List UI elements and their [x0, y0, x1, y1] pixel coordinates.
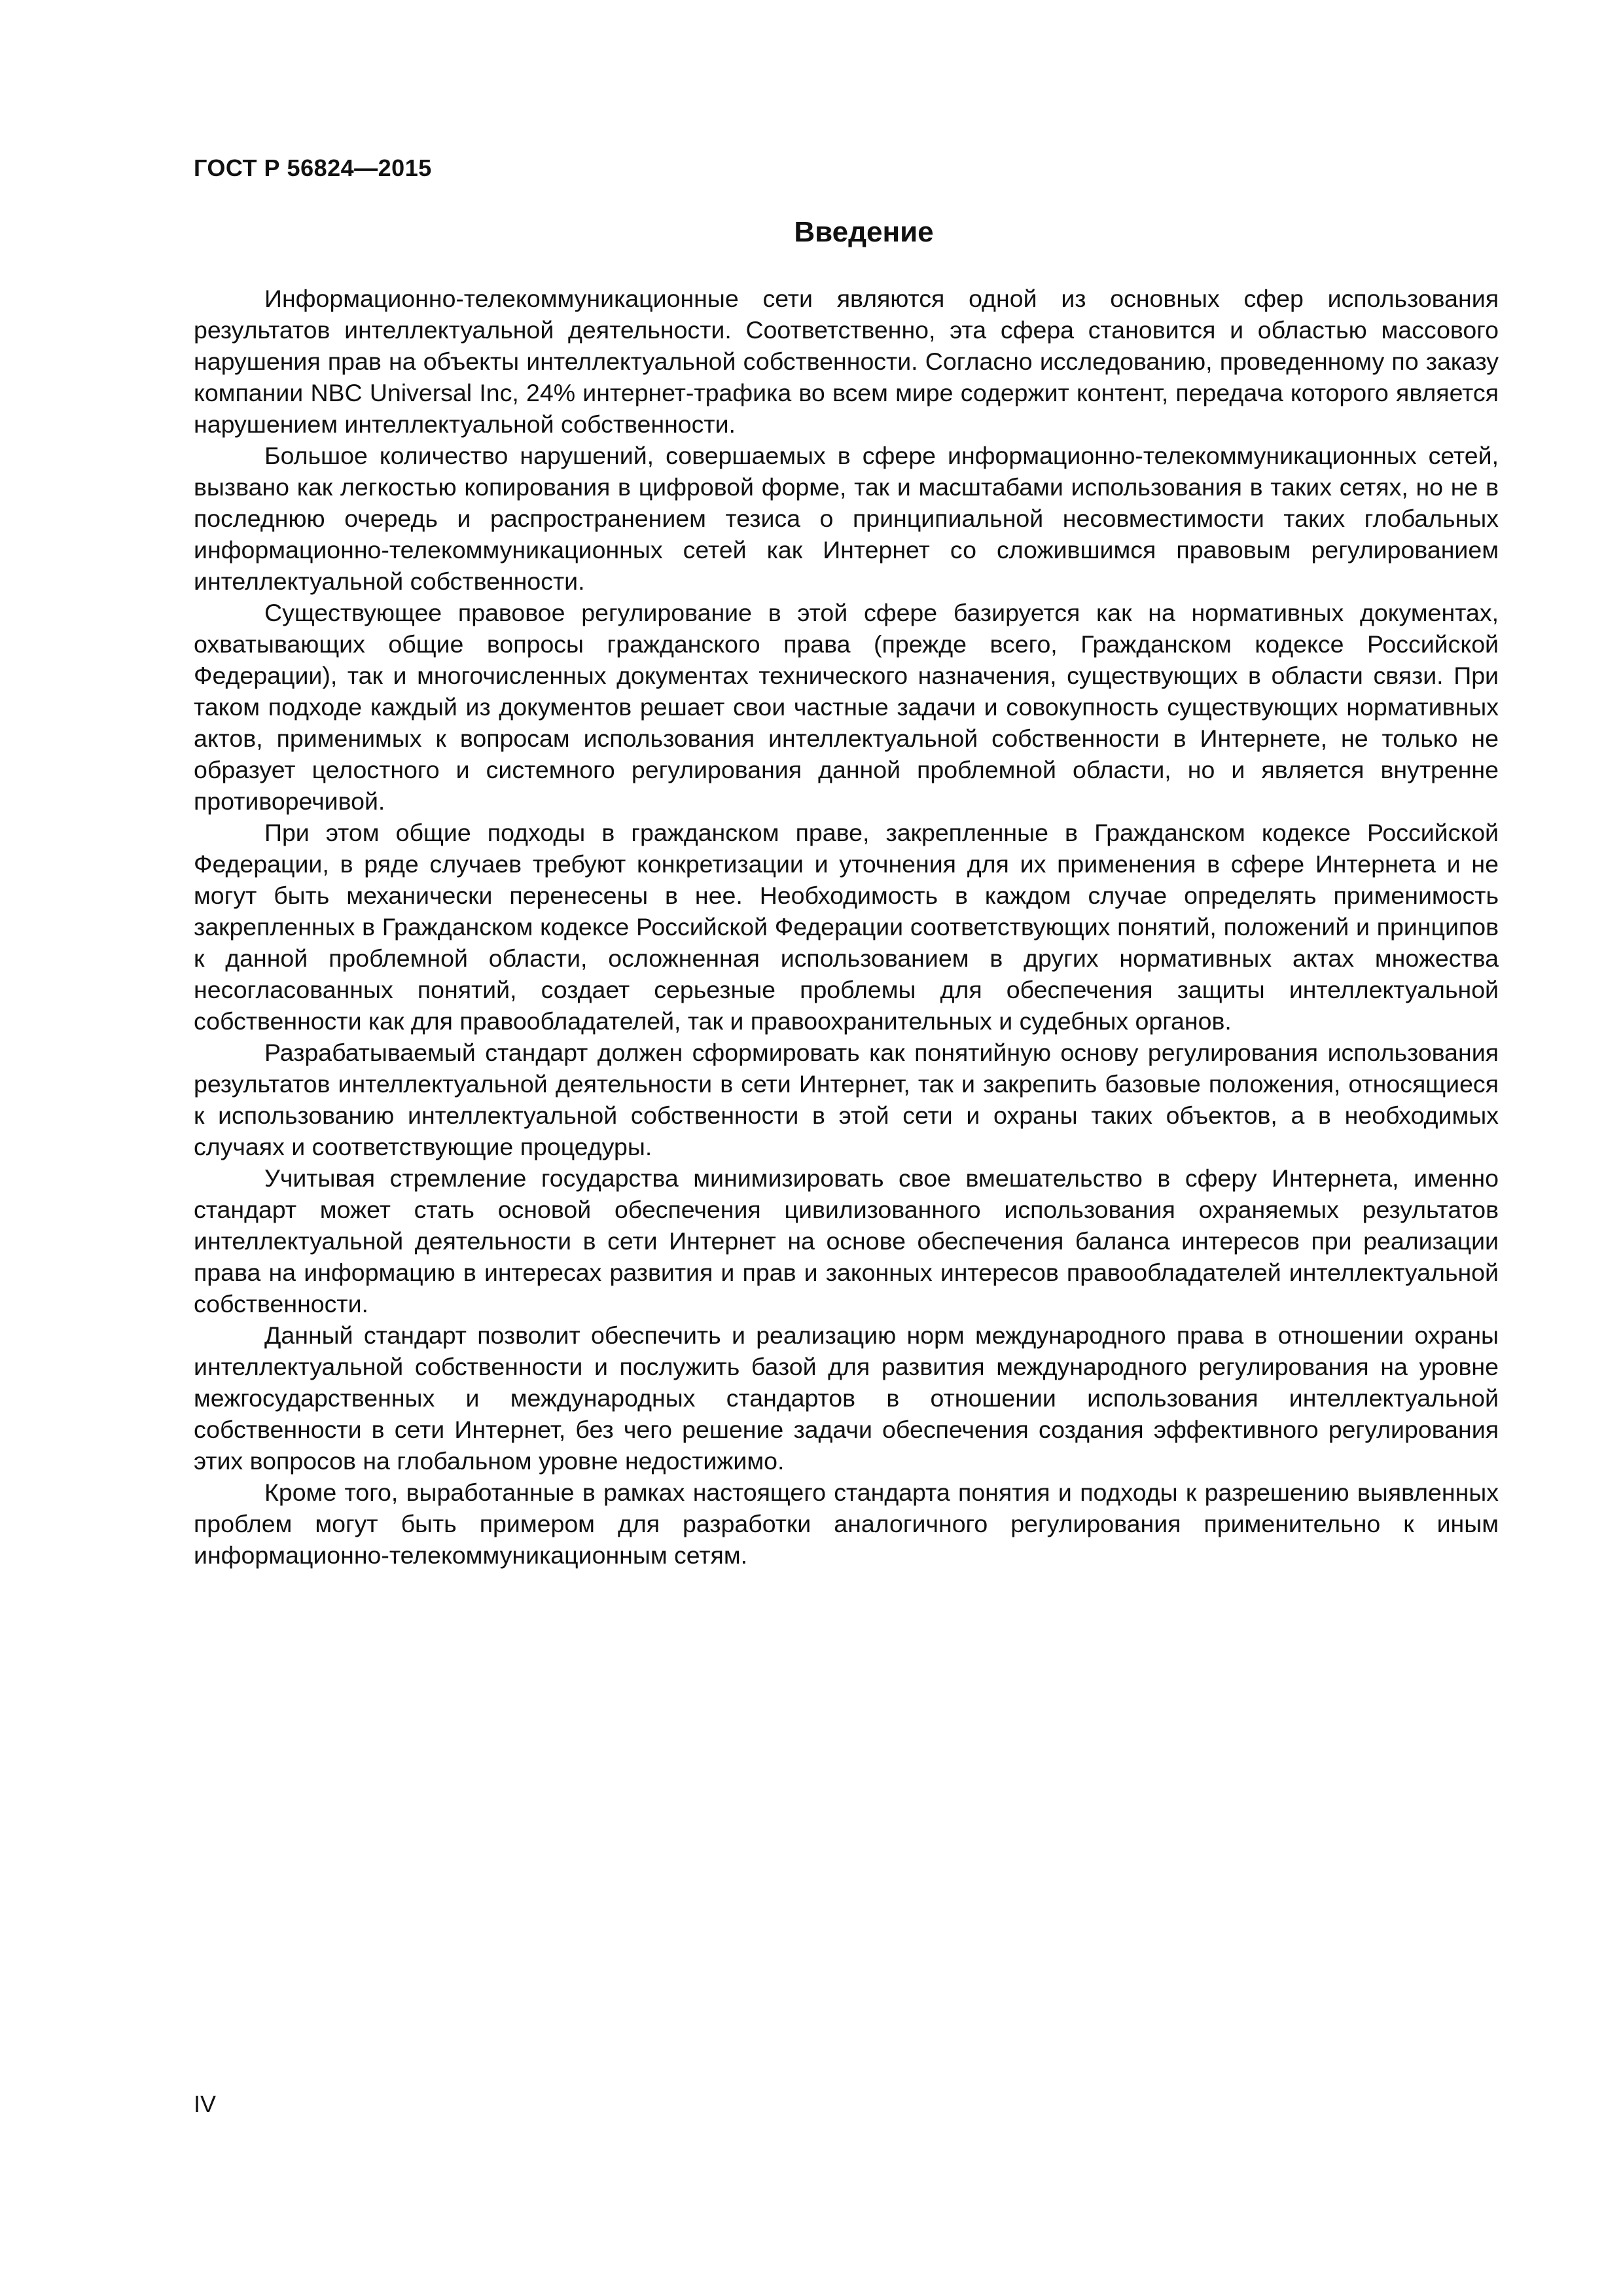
paragraph: Разрабатываемый стандарт должен сформировать как понятийную основу регулирования использования результатов интеллектуальной деятельности в сети Интернет, так и закрепить базовые положения, относящиеся к использованию интеллектуальной собственности в этой сети и охраны таких объектов, а в необходимых случаях и соответствующие процедуры.: [194, 1039, 1499, 1160]
paragraph: Кроме того, выработанные в рамках настоящего стандарта понятия и подходы к разрешению выявленных проблем могут быть примером для разработки аналогичного регулирования применительно к иным информационно-телекоммуникационным сетям.: [194, 1479, 1499, 1569]
section-title: Введение: [794, 216, 934, 248]
document-code: ГОСТ Р 56824—2015: [194, 154, 432, 181]
paragraph: Данный стандарт позволит обеспечить и реализацию норм международного права в отношении охраны интеллектуальной собственности и послужить базой для развития международного регулирования на уровне межгосударственных и международных стандартов в отношении использования интеллектуальной собственности в сети Интернет, без чего решение задачи обеспечения создания эффективного регулирования этих вопросов на глобальном уровне недостижимо.: [194, 1321, 1499, 1475]
paragraph: Существующее правовое регулирование в этой сфере базируется как на нормативных документах, охватывающих общие вопросы гражданского права (прежде всего, Гражданском кодексе Российской Федерации), так и многочисленных документах технического назначения, существующих в области связи. При таком подходе каждый из документов решает свои частные задачи и совокупность существующих нормативных актов, применимых к вопросам использования интеллектуальной собственности в Интернете, не только не образует целостного и системного регулирования данной проблемной области, но и является внутренне противоречивой.: [194, 599, 1499, 815]
paragraph: При этом общие подходы в гражданском праве, закрепленные в Гражданском кодексе Российской Федерации, в ряде случаев требуют конкретизации и уточнения для их применения в сфере Интернета и не могут быть механически перенесены в нее. Необходимость в каждом случае определять применимость закрепленных в Гражданском кодексе Российской Федерации соответствующих понятий, положений и принципов к данной проблемной области, осложненная использованием в других нормативных актах множества несогласованных понятий, создает серьезные проблемы для обеспечения защиты интеллектуальной собственности как для правообладателей, так и правоохранительных и судебных органов.: [194, 819, 1499, 1035]
paragraph: Учитывая стремление государства минимизировать свое вмешательство в сферу Интернета, именно стандарт может стать основой обеспечения цивилизованного использования охраняемых результатов интеллектуальной деятельности в сети Интернет на основе обеспечения баланса интересов при реализации права на информацию в интересах развития и прав и законных интересов правообладателей интеллектуальной собственности.: [194, 1164, 1499, 1318]
page-number: IV: [194, 2090, 217, 2117]
body-text: [194, 283, 1499, 1571]
paragraph: Большое количество нарушений, совершаемых в сфере информационно-телекоммуникационных сетей, вызвано как легкостью копирования в цифровой форме, так и масштабами использования в таких сетях, но не в последнюю очередь и распространением тезиса о принципиальной несовместимости таких глобальных информационно-телекоммуникационных сетей как Интернет со сложившимся правовым регулированием интеллектуальной собственности.: [194, 442, 1499, 595]
paragraph: Информационно-телекоммуникационные сети являются одной из основных сфер использования результатов интеллектуальной деятельности. Соответственно, эта сфера становится и областью массового нарушения прав на объекты интеллектуальной собственности. Согласно исследованию, проведенному по заказу компании NBC Universal Inc, 24% интернет-трафика во всем мире содержит контент, передача которого является нарушением интеллектуальной собственности.: [194, 285, 1499, 438]
